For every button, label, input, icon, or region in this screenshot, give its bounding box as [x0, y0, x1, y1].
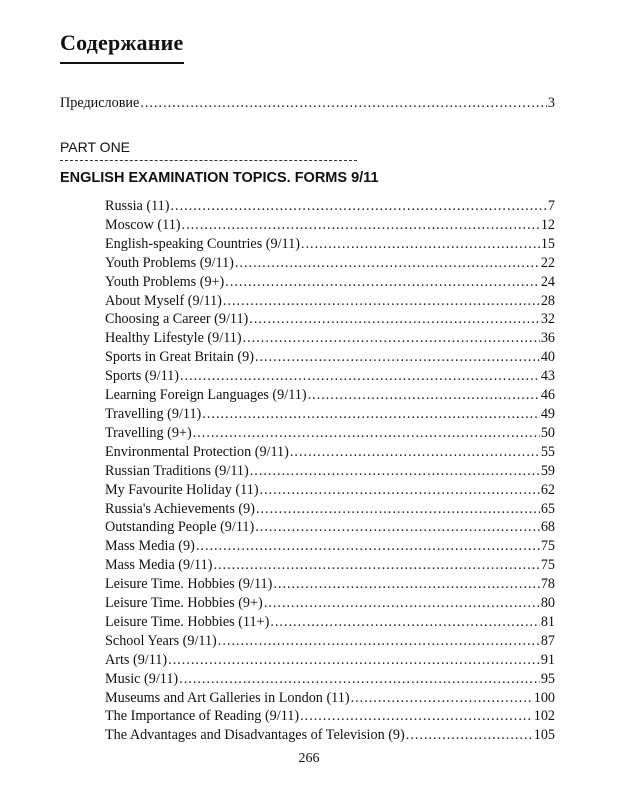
dot-leader [300, 707, 533, 726]
toc-entry-label: Sports in Great Britain (9) [105, 349, 254, 366]
dot-leader [243, 329, 540, 348]
dot-leader [290, 443, 540, 462]
dot-leader [223, 292, 540, 311]
toc-entry-page: 15 [540, 235, 555, 252]
toc-entry-label: Youth Problems (9+) [105, 273, 225, 290]
toc-entry [105, 348, 555, 367]
dot-leader [260, 481, 540, 500]
toc-entry [105, 216, 555, 235]
toc-entry-label: Mass Media (9) [105, 538, 195, 555]
toc-entry-label: Museums and Art Galleries in London (11) [105, 689, 350, 706]
toc-entry [105, 254, 555, 273]
toc-entry-page: 87 [540, 632, 555, 649]
toc-entry [105, 424, 555, 443]
toc-entry-page: 32 [540, 311, 555, 328]
toc-entry-page: 28 [540, 292, 555, 309]
toc-entry [105, 235, 555, 254]
toc-entry [105, 670, 555, 689]
toc-entry-label: Moscow (11) [105, 216, 181, 233]
toc-entry-label: Outstanding People (9/11) [105, 519, 255, 536]
toc-entry-page: 80 [540, 595, 555, 612]
toc-entry [105, 689, 555, 708]
toc-entry-page: 78 [540, 576, 555, 593]
toc-entry [105, 405, 555, 424]
toc-entry-page: 24 [540, 273, 555, 290]
toc-entry [105, 273, 555, 292]
dot-leader [218, 632, 540, 651]
toc-entry [105, 594, 555, 613]
toc-entry-page: 43 [540, 368, 555, 385]
page-title: Содержание [60, 30, 184, 55]
toc-entry [105, 707, 555, 726]
toc-entry-label: School Years (9/11) [105, 632, 217, 649]
toc-entry-label: Sports (9/11) [105, 368, 179, 385]
dot-leader [273, 575, 539, 594]
toc-entry-page: 49 [540, 405, 555, 422]
toc-entry [105, 500, 555, 519]
toc-entry-page: 91 [540, 651, 555, 668]
dot-leader [264, 594, 540, 613]
toc-entry-label: Music (9/11) [105, 670, 179, 687]
toc-entry-page: 55 [540, 443, 555, 460]
toc-entry [105, 481, 555, 500]
toc-entry-page: 68 [540, 519, 555, 536]
toc-entry [105, 462, 555, 481]
toc-entry [105, 632, 555, 651]
dot-leader [351, 689, 533, 708]
toc-entry-label: Leisure Time. Hobbies (9+) [105, 595, 263, 612]
toc-entry-label: Leisure Time. Hobbies (9/11) [105, 576, 273, 593]
dot-leader [270, 613, 540, 632]
toc-entry [105, 386, 555, 405]
dot-leader [249, 310, 540, 329]
toc-entry-label: Youth Problems (9/11) [105, 254, 234, 271]
dot-leader [308, 386, 540, 405]
toc-entry-label: Learning Foreign Languages (9/11) [105, 387, 307, 404]
dot-leader [140, 94, 547, 112]
dot-leader [179, 670, 540, 689]
dot-leader [301, 235, 540, 254]
toc-entry-label: Choosing a Career (9/11) [105, 311, 249, 328]
toc-entry-page: 46 [540, 387, 555, 404]
toc-entry [105, 518, 555, 537]
toc-entry [105, 329, 555, 348]
dot-leader [256, 500, 540, 519]
toc-entry-label: My Favourite Holiday (11) [105, 481, 259, 498]
toc-entry [105, 726, 555, 745]
toc-entry-label: Russian Traditions (9/11) [105, 462, 249, 479]
toc-entry-label: The Importance of Reading (9/11) [105, 708, 300, 725]
toc-entry-list [105, 197, 555, 745]
dot-leader [202, 405, 540, 424]
toc-entry-label: Предисловие [60, 95, 140, 111]
toc-entry [105, 197, 555, 216]
toc-entry-page: 65 [540, 500, 555, 517]
toc-entry [105, 367, 555, 386]
toc-entry-label: The Advantages and Disadvantages of Television (9) [105, 727, 405, 744]
toc-entry-label: About Myself (9/11) [105, 292, 222, 309]
toc-entry [105, 537, 555, 556]
toc-entry-label: Mass Media (9/11) [105, 557, 213, 574]
toc-entry-label: Russia's Achievements (9) [105, 500, 255, 517]
toc-entry [105, 310, 555, 329]
section-heading: ENGLISH EXAMINATION TOPICS. FORMS 9/11 [60, 170, 379, 186]
dot-leader [180, 367, 540, 386]
dot-leader [235, 254, 540, 273]
toc-entry-page: 50 [540, 424, 555, 441]
toc-entry-page: 62 [540, 481, 555, 498]
toc-entry-label: Travelling (9+) [105, 424, 192, 441]
toc-entry-page: 102 [533, 708, 555, 725]
toc-entry [105, 575, 555, 594]
dot-leader [168, 651, 540, 670]
dot-leader [406, 726, 533, 745]
dot-leader [196, 537, 540, 556]
toc-entry-page: 95 [540, 670, 555, 687]
toc-entry [105, 556, 555, 575]
toc-entry-page: 105 [533, 727, 555, 744]
toc-entry-page: 3 [547, 95, 555, 111]
toc-entry-label: Travelling (9/11) [105, 405, 202, 422]
toc-entry-page: 100 [533, 689, 555, 706]
toc-entry-page: 59 [540, 462, 555, 479]
toc-entry [105, 613, 555, 632]
page-number: 266 [298, 751, 320, 766]
dot-leader [255, 348, 540, 367]
toc-entry-label: Arts (9/11) [105, 651, 168, 668]
toc-entry-page: 7 [547, 198, 555, 214]
toc-entry [105, 651, 555, 670]
part-divider [60, 160, 357, 161]
toc-entry [105, 292, 555, 311]
toc-entry-label: Leisure Time. Hobbies (11+) [105, 613, 270, 630]
dot-leader [193, 424, 540, 443]
dot-leader [225, 273, 540, 292]
toc-entry-page: 22 [540, 254, 555, 271]
dot-leader [182, 216, 540, 235]
toc-entry-label: Russia (11) [105, 198, 170, 214]
dot-leader [250, 462, 540, 481]
toc-entry [105, 443, 555, 462]
toc-entry-label: English-speaking Countries (9/11) [105, 235, 300, 252]
toc-entry-page: 81 [540, 613, 555, 630]
dot-leader [171, 197, 547, 216]
toc-entry-page: 75 [540, 538, 555, 555]
dot-leader [213, 556, 539, 575]
toc-entry-page: 12 [540, 216, 555, 233]
toc-entry-label: Healthy Lifestyle (9/11) [105, 330, 242, 347]
toc-entry-page: 75 [540, 557, 555, 574]
title-underline [60, 62, 184, 64]
toc-entry-preface [60, 94, 555, 112]
toc-entry-page: 36 [540, 330, 555, 347]
toc-entry-label: Environmental Protection (9/11) [105, 443, 289, 460]
dot-leader [255, 518, 540, 537]
part-heading: PART ONE [60, 139, 131, 155]
toc-entry-page: 40 [540, 349, 555, 366]
